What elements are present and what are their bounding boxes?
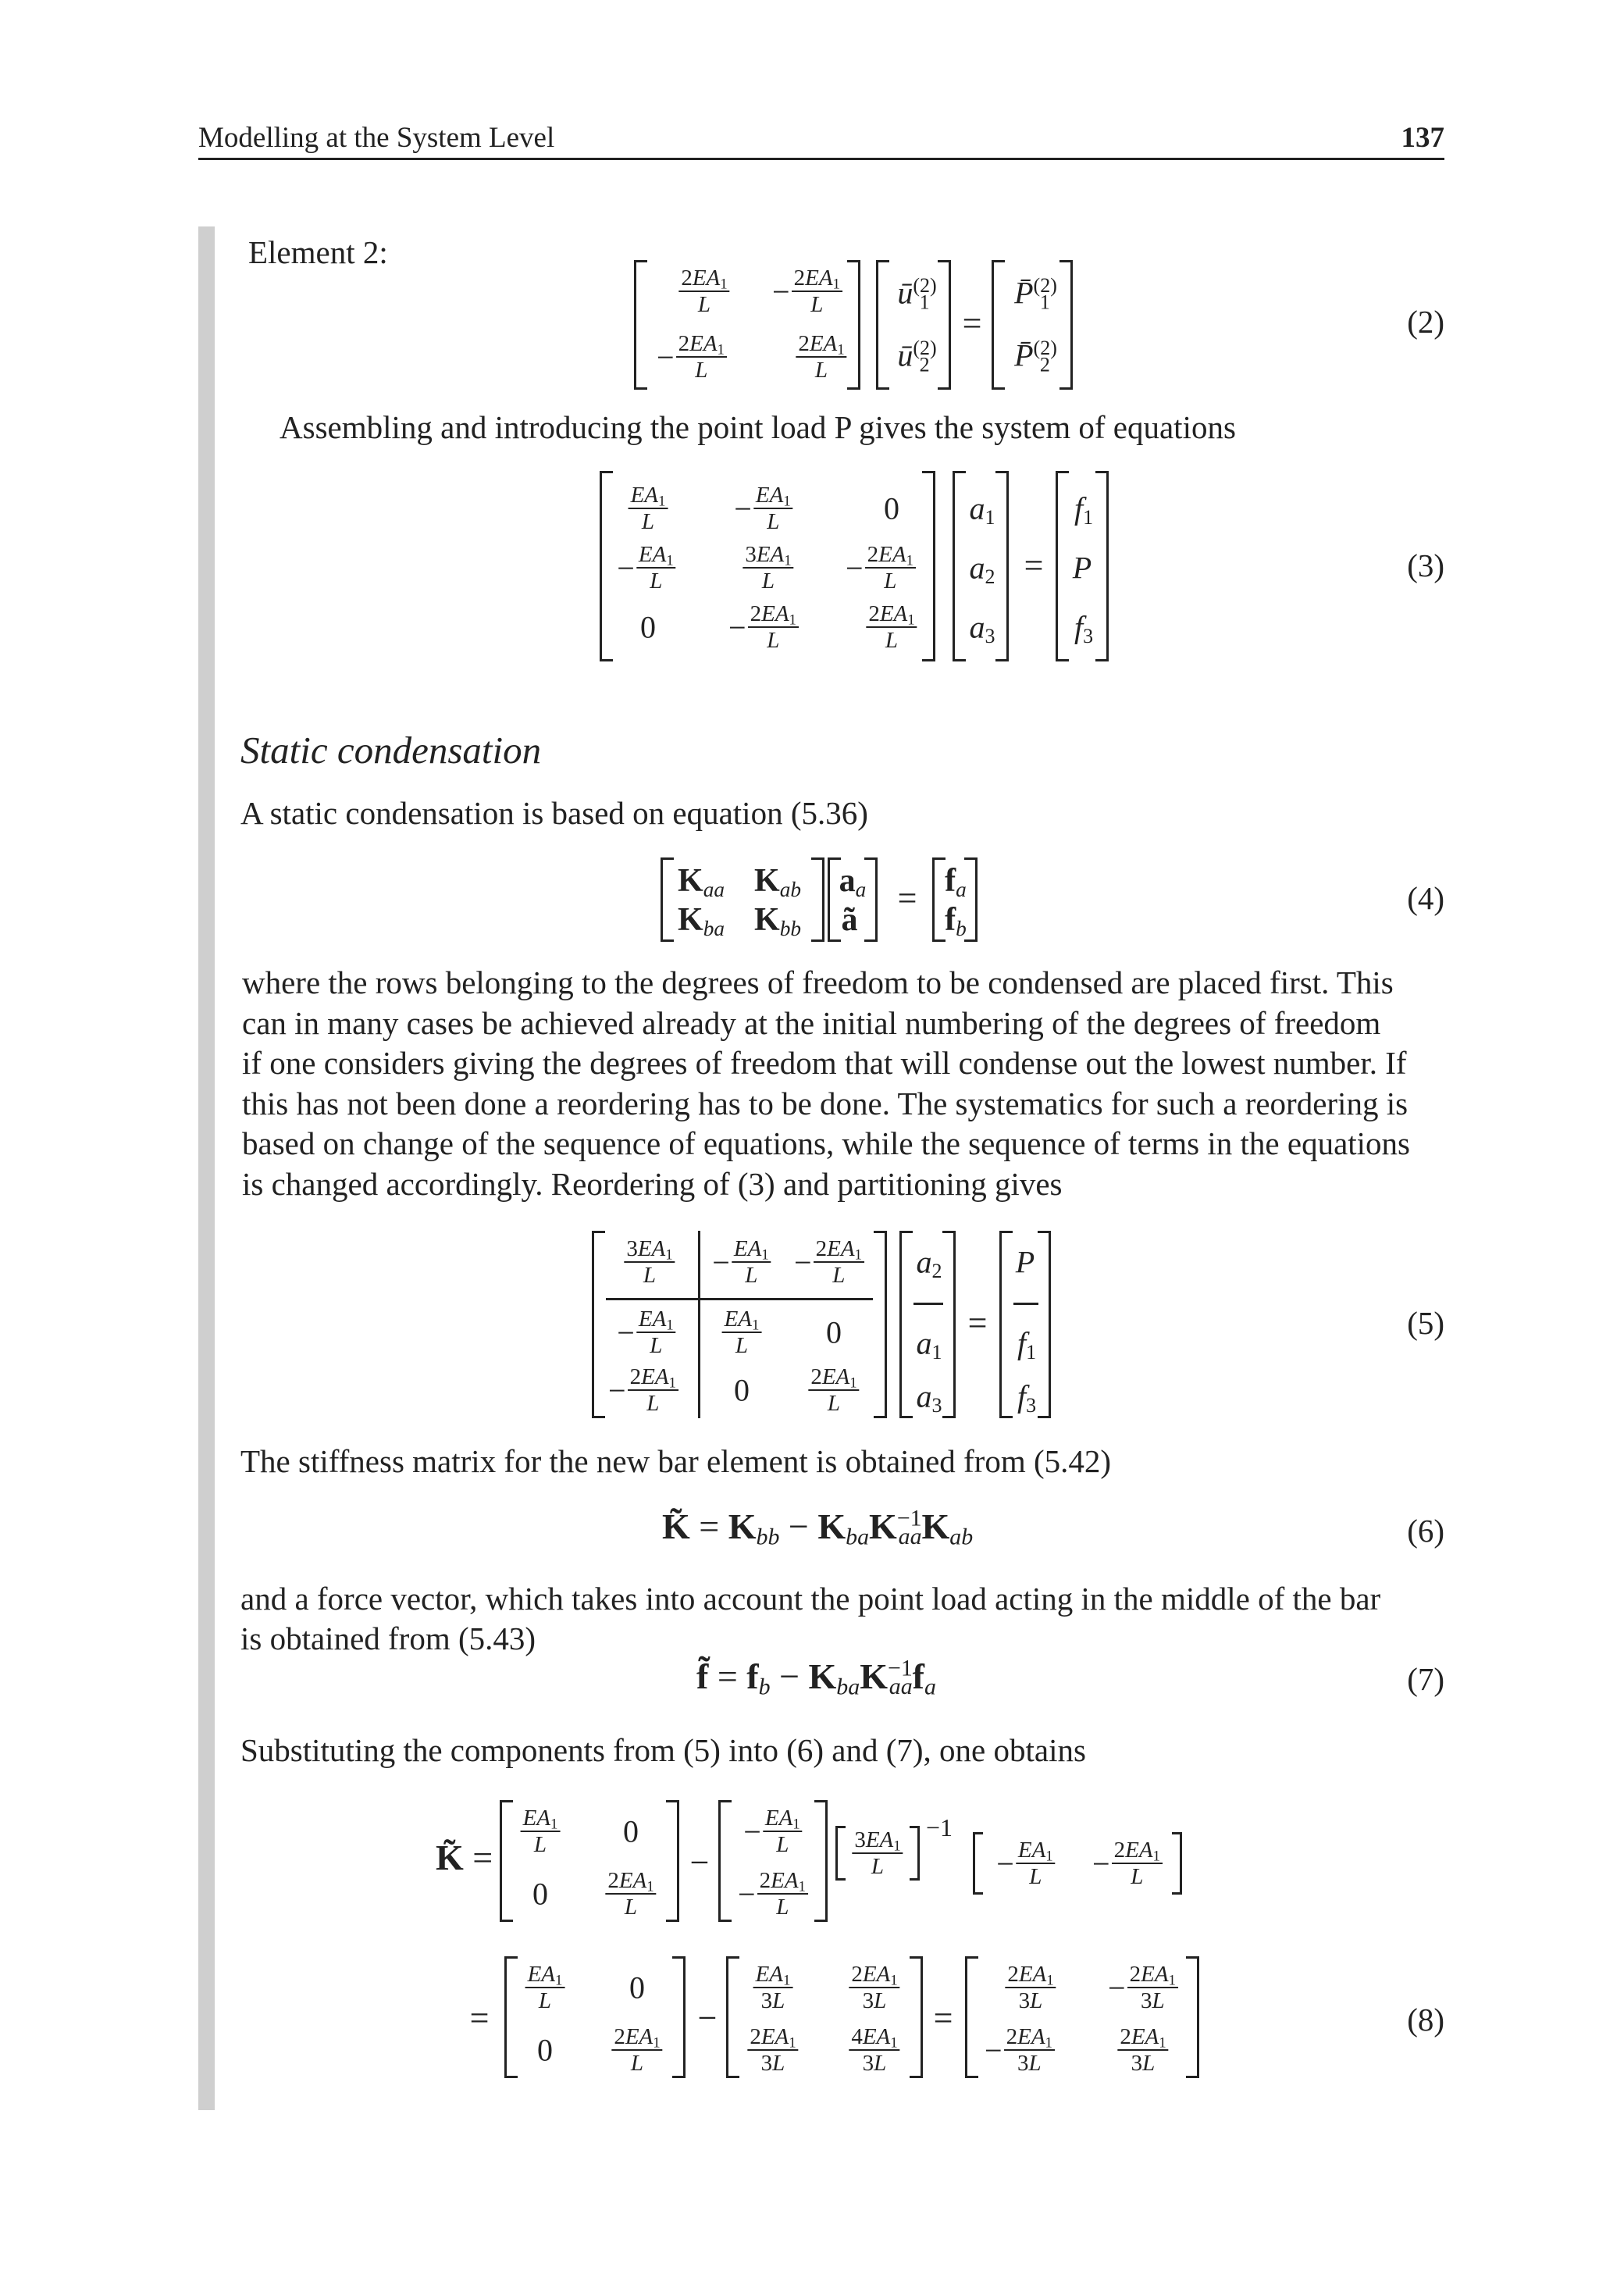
- running-header: Modelling at the System Level: [198, 122, 555, 154]
- element-2-stiffness-matrix: $\frac{2EA_1}{L}$ − $\frac{2EA_1}{L}$ − $\frac{2EA_1}{L}$ $\frac{2EA_1}{L}$: [634, 260, 860, 390]
- partitioned-stiffness-matrix: $K_{aa}$ $K_{ab}$ $K_{ba}$ $K_{bb}$: [661, 857, 824, 942]
- element-2-displacement-vector: $ū^{(2)}_1$ $ū^{(2)}_2$: [876, 260, 951, 390]
- equals-sign: =: [962, 304, 982, 343]
- equals-sign: =: [933, 1998, 953, 2038]
- condensed-force-formula: f̃ = $f_b - K_{ba}K^{-1}_{aa}f_a$: [696, 1655, 936, 1700]
- equals-sign: =: [469, 1998, 490, 2038]
- paragraph-line: where the rows belonging to the degrees of freedom to be condensed are placed first. This: [242, 964, 1394, 1000]
- equals-sign: =: [967, 1303, 988, 1342]
- minus-sign: −: [697, 1998, 718, 2038]
- equation-number: (4): [1407, 880, 1444, 916]
- reordered-force-vector: P $f_1$ $f_3$: [999, 1231, 1051, 1418]
- assembling-text: Assembling and introducing the point load P gives the system of equations: [280, 409, 1236, 445]
- minus-sign: −: [689, 1843, 710, 1882]
- paragraph-line: based on change of the sequence of equations, while the sequence of terms in the equations: [242, 1125, 1410, 1161]
- paragraph-line: can in many cases be achieved already at the initial numbering of the degrees of freedom: [242, 1004, 1381, 1041]
- header-rule: [198, 158, 1444, 160]
- equation-number: (6): [1407, 1513, 1444, 1549]
- static-intro-text: A static condensation is based on equation (5.36): [240, 795, 868, 831]
- assembled-force-vector: $f_1$ P $f_3$: [1056, 471, 1109, 661]
- partitioned-displacement-vector: $a_a$ ã: [828, 857, 878, 942]
- force-text-line-1: and a force vector, which takes into account the point load acting in the middle of the bar: [240, 1581, 1381, 1617]
- paragraph-line: is changed accordingly. Reordering of (3) and partitioning gives: [242, 1165, 1063, 1202]
- page-number: 137: [1401, 122, 1444, 154]
- paragraph-line: if one considers giving the degrees of freedom that will condense out the lowest number. If: [242, 1045, 1407, 1081]
- condensed-stiffness-result: $\frac{2EA_1}{3L}$ − $\frac{2EA_1}{3L}$ − $\frac{2EA_1}{3L}$ $\frac{2EA_1}{3L}$: [965, 1956, 1199, 2078]
- reordered-stiffness-matrix: $\frac{3EA_1}{L}$ − $\frac{EA_1}{L}$ − $\frac{2EA_1}{L}$ − $\frac{EA_1}{L}$ $\frac{EA_1}{L}$ 0 − $\frac{2EA_1}{L}$ 0 $\frac{2EA_1}{L}$: [592, 1231, 887, 1418]
- kbb-matrix: $\frac{EA_1}{L}$ 0 0 $\frac{2EA_1}{L}$: [500, 1800, 679, 1922]
- assembled-stiffness-matrix: $\frac{EA_1}{L}$ − $\frac{EA_1}{L}$ 0 − $\frac{EA_1}{L}$ $\frac{3EA_1}{L}$ − $\frac{2EA_1}{L}$ 0 − $\frac{2EA_1}{L}$ $\frac{2EA_1}{L}$: [600, 471, 935, 661]
- element-2-label: Element 2:: [248, 234, 388, 270]
- assembled-displacement-vector: $a_1$ $a_2$ $a_3$: [953, 471, 1009, 661]
- kaa-bracket: $\frac{3EA_1}{L}$: [835, 1826, 920, 1881]
- substituting-text: Substituting the components from (5) into (6) and (7), one obtains: [240, 1732, 1086, 1768]
- kbb-matrix-repeat: $\frac{EA_1}{L}$ 0 0 $\frac{2EA_1}{L}$: [504, 1956, 686, 2078]
- stiffness-text: The stiffness matrix for the new bar element is obtained from (5.42): [240, 1443, 1112, 1479]
- element-2-force-vector: P̄$^{(2)}_1$ P̄$^{(2)}_2$: [992, 260, 1073, 390]
- force-text-line-2: is obtained from (5.43): [240, 1620, 536, 1656]
- kba-column: − $\frac{EA_1}{L}$ − $\frac{2EA_1}{L}$: [718, 1800, 828, 1922]
- paragraph-line: this has not been done a reordering has to be done. The systematics for such a reordering is: [242, 1085, 1408, 1121]
- k-tilde-lhs: K̃ =: [436, 1838, 493, 1877]
- inverse-exponent: −1: [926, 1813, 953, 1841]
- equation-number: (8): [1407, 2002, 1444, 2038]
- reordered-displacement-vector: $a_2$ $a_1$ $a_3$: [899, 1231, 956, 1418]
- reordering-paragraph: [242, 963, 1444, 1204]
- equation-number: (7): [1407, 1661, 1444, 1697]
- equals-sign: =: [1024, 546, 1044, 585]
- correction-matrix: $\frac{EA_1}{3L}$ $\frac{2EA_1}{3L}$ $\frac{2EA_1}{3L}$ $\frac{4EA_1}{3L}$: [726, 1956, 923, 2078]
- equation-number: (5): [1407, 1305, 1444, 1341]
- condensed-stiffness-formula: K̃ = $K_{bb} - K_{ba}K^{-1}_{aa}K_{ab}$: [662, 1505, 974, 1550]
- partitioned-force-vector: $f_a$ $f_b$: [932, 857, 978, 942]
- equation-number: (2): [1407, 304, 1444, 340]
- section-heading: Static condensation: [240, 729, 542, 772]
- example-sidebar-bar: [198, 226, 215, 2110]
- equation-number: (3): [1407, 547, 1444, 583]
- kab-row: − $\frac{EA_1}{L}$ − $\frac{2EA_1}{L}$: [973, 1832, 1182, 1895]
- equals-sign: =: [897, 879, 917, 918]
